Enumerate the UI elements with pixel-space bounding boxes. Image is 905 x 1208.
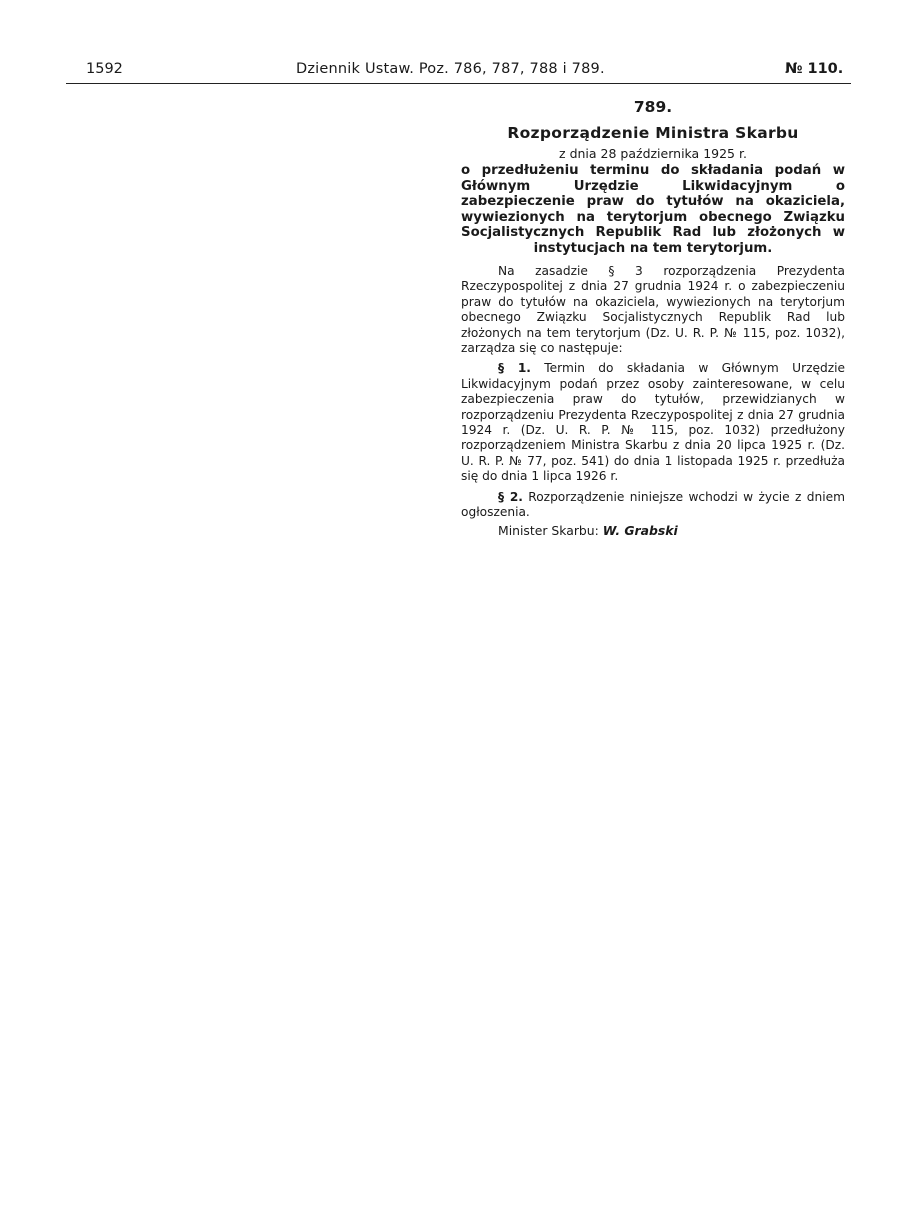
paragraph-2 [461, 490, 845, 521]
issue-number: № 110. [785, 61, 844, 77]
paragraph-1-label: § 1. [498, 361, 531, 376]
paragraph-1-text: Termin do składania w Głównym Urzędzie Likwidacyjnym podań przez osoby zainteresowane, w celu zabezpieczenia praw do tytułów, przewidzianych w rozporządzeniu Prezydenta Rzeczypospolitej z dnia 27 grudnia 1924 r. (Dz. U. R. P. № 115, poz. 1032) przedłużony rozporządzeniem Ministra Skarbu z dnia 20 lipca 1925 r. (Dz. U. R. P. № 77, poz. 541) do dnia 1 listopada 1925 r. przedłuża się do dnia 1 lipca 1926 r. [461, 361, 845, 484]
signature-name: W. Grabski [602, 522, 678, 538]
header-rule [66, 83, 851, 84]
signature [461, 523, 845, 538]
paragraph-1 [461, 361, 845, 484]
paragraph-2-text: Rozporządzenie niniejsze wchodzi w życie z dniem ogłoszenia. [461, 489, 846, 520]
page-header [0, 0, 905, 90]
page-number: 1592 [86, 61, 123, 77]
preamble: Na zasadzie § 3 rozporządzenia Prezydenta Rzeczypospolitej z dnia 27 grudnia 1924 r. o zabezpieczeniu praw do tytułów na okaziciela, wywiezionych na terytorjum obecnego Związku Socjalistycznych Republik Rad lub złożonych na tem terytorjum (Dz. U. R. P. № 115, poz. 1032), zarządza się co następuje: [461, 264, 845, 356]
paragraph-2-label: § 2. [498, 489, 523, 504]
position-number: 789. [633, 98, 673, 116]
right-column [461, 94, 845, 538]
act-date: z dnia 28 października 1925 r. [559, 146, 747, 161]
act-subject: o przedłużeniu terminu do składania podań w Głównym Urzędzie Likwidacyjnym o zabezpieczenie praw do tytułów na okaziciela, wywiezionych na terytorjum obecnego Związku Socjalistycznych Republik Rad lub złożonych w instytucjach na tem terytorjum. [461, 163, 845, 256]
signature-role: Minister Skarbu: [498, 522, 599, 538]
act-title: Rozporządzenie Ministra Skarbu [507, 124, 799, 142]
running-title: Dziennik Ustaw. Poz. 786, 787, 788 i 789. [296, 61, 605, 77]
